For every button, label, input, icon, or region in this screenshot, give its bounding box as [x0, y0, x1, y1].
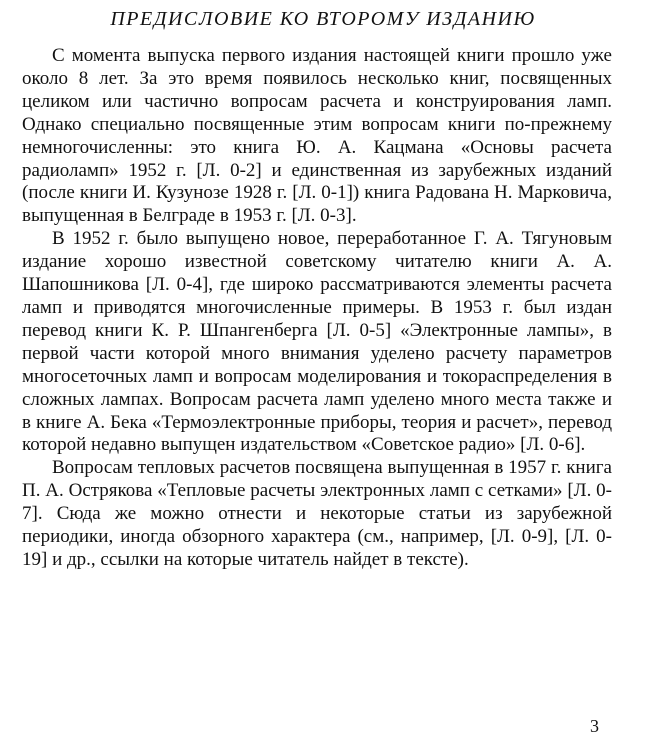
paragraph-3: Вопросам тепловых расчетов посвящена выпущенная в 1957 г. книга П. А. Острякова «Тепловые расчеты электронных ламп с сетками» [Л. 0-7]. Сюда же можно отнести и некоторые статьи из зарубежной периодики, иногда обзорного характера (см., например, [Л. 0-9], [Л. 0-19] и др., ссылки на которые читатель найдет в тексте). [22, 457, 612, 570]
paragraph-1: С момента выпуска первого издания настоящей книги прошло уже около 8 лет. За это время появилось несколько книг, посвященных целиком или частично вопросам расчета и конструирования ламп. Однако специально посвященные этим вопросам книги по-прежнему немногочисленны: это книга Ю. А. Кацмана «Основы расчета радиоламп» 1952 г. [Л. 0-2] и единственная из зарубежных изданий (после книги И. Кузунозе 1928 г. [Л. 0-1]) книга Радована Н. Марковича, выпущенная в Белграде в 1953 г. [Л. 0-3]. [22, 45, 612, 227]
page-number: 3 [590, 716, 599, 736]
page-title: ПРЕДИСЛОВИЕ КО ВТОРОМУ ИЗДАНИЮ [110, 8, 536, 30]
paragraph-2: В 1952 г. было выпущено новое, переработанное Г. А. Тягуновым издание хорошо известной советскому читателю книги А. А. Шапошникова [Л. 0-4], где широко рассматриваются элементы расчета ламп и приводятся многочисленные примеры. В 1953 г. был издан перевод книги К. Р. Шпангенберга [Л. 0-5] «Электронные лампы», в первой части которой много внимания уделено расчету параметров многосеточных ламп и вопросам моделирования и токораспределения в сложных лампах. Вопросам расчета ламп уделено много места также и в книге А. Бека «Термоэлектронные приборы, теория и расчет», перевод которой недавно выпущен издательством «Советское радио» [Л. 0-6]. [22, 228, 612, 456]
body-text [22, 45, 612, 572]
